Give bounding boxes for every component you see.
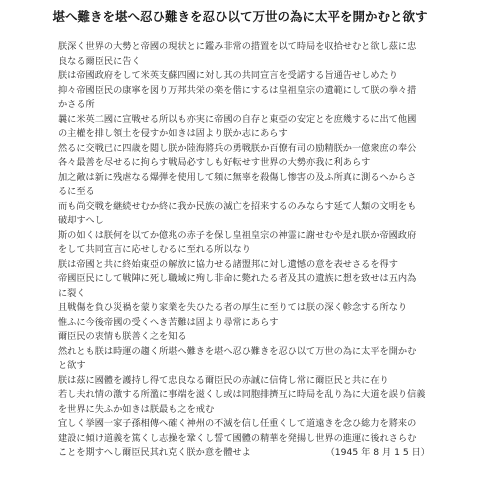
text-line: 惟ふに今後帝國の受くへき苦難は固より尋常にあらす [58, 316, 279, 328]
text-line: 朕深く世界の大勢と帝國の現状とに鑑み非常の措置を以て時局を収拾せむと欲し茲に忠 [58, 41, 417, 52]
text-line: 破却すへし [58, 215, 104, 226]
text-line: かさる所 [58, 99, 95, 110]
text-line: 而も尚交戦を継続せむか終に我か民族の滅亡を招来するのみならす延て人類の文明をも [58, 200, 417, 212]
text-line: 朕は帝國政府をして米英支蘇四國に対し其の共同宣言を受諾する旨通告せしめたり [58, 70, 398, 81]
text-line: の主權を排し領土を侵すか如きは固より朕か志にあらす [58, 128, 288, 139]
text-line: 加之敵は新に残虐なる爆弾を使用して頻に無辜を殺傷し惨害の及ふ所真に測るへからさ [58, 171, 417, 183]
text-line: と欲す [58, 360, 86, 371]
text-line: 建設に傾け道義を篤くし志操を鞏くし誓て國體の精華を発揚し世界の進運に後れさらむ [58, 432, 417, 444]
text-line: をして共同宣言に応せしむるに至れる所以なり [58, 244, 251, 255]
text-line: 斯の如くは朕何を以てか億兆の赤子を保し皇祖皇宗の神霊に謝せむや是れ朕か帝國政府 [58, 229, 417, 241]
text-line: 宜しく挙國一家子孫相傳へ確く神州の不滅を信し任重くして道遠きを念ひ総力を將来の [58, 418, 417, 429]
text-line: 若し夫れ情の激する所濫に事端を滋くし或は同胞排擠互に時局を乱り為に大道を誤り信義 [58, 389, 426, 400]
text-line: を世界に失ふか如きは朕最も之を戒む [58, 403, 215, 415]
closing-text: ことを期すへし爾臣民其れ克く朕か意を體せよ [58, 447, 251, 458]
document-date: （1945 年 8 月 1 5 日） [325, 447, 430, 458]
text-line: 各々最善を尽せるに拘らす戦局必すしも好転せす世界の大勢亦我に利あらす [58, 157, 371, 168]
text-line: に裂く [58, 287, 86, 299]
text-line: 然るに交戦已に四歳を閲し朕か陸海將兵の勇戦朕か百僚有司の励精朕か一億衆庶の奉公 [58, 142, 417, 154]
text-line: 爾臣民の衷情も朕善く之を知る [58, 331, 187, 342]
document-body [58, 40, 430, 461]
text-line: 曩に米英二國に宣戦せる所以も亦実に帝國の自存と東亞の安定とを庶幾するに出て他國 [58, 113, 417, 125]
text-line: 帝國臣民にして戦陣に死し職域に殉し非命に斃れたる者及其の遺族に想を致せは五内為 [58, 273, 417, 284]
text-line: 朕は茲に國體を護持し得て忠良なる爾臣民の赤誠に信倚し常に爾臣民と共に在り [58, 374, 389, 386]
text-line: 良なる爾臣民に告く [58, 55, 141, 67]
document-title: 堪へ難きを堪へ忍ひ難きを忍ひ以て万世の為に太平を開かむと欲す [52, 9, 428, 24]
text-line: 抑々帝國臣民の康寧を図り万邦共栄の楽を偕にするは皇祖皇宗の遺範にして朕の拳々措 [58, 84, 417, 96]
closing-line [58, 446, 430, 461]
text-line: 然れとも朕は時運の趨く所堪へ難きを堪へ忍ひ難きを忍ひ以て万世の為に太平を開かむ [58, 345, 417, 357]
text-line: 朕は帝國と共に終始東亞の解放に協力せる諸盟邦に対し遺憾の意を表せさるを得す [58, 258, 398, 270]
text-line: 且戦傷を負ひ災禍を蒙り家業を失ひたる者の厚生に至りては朕の深く軫念する所なり [58, 302, 408, 313]
text-line: るに至る [58, 186, 95, 197]
